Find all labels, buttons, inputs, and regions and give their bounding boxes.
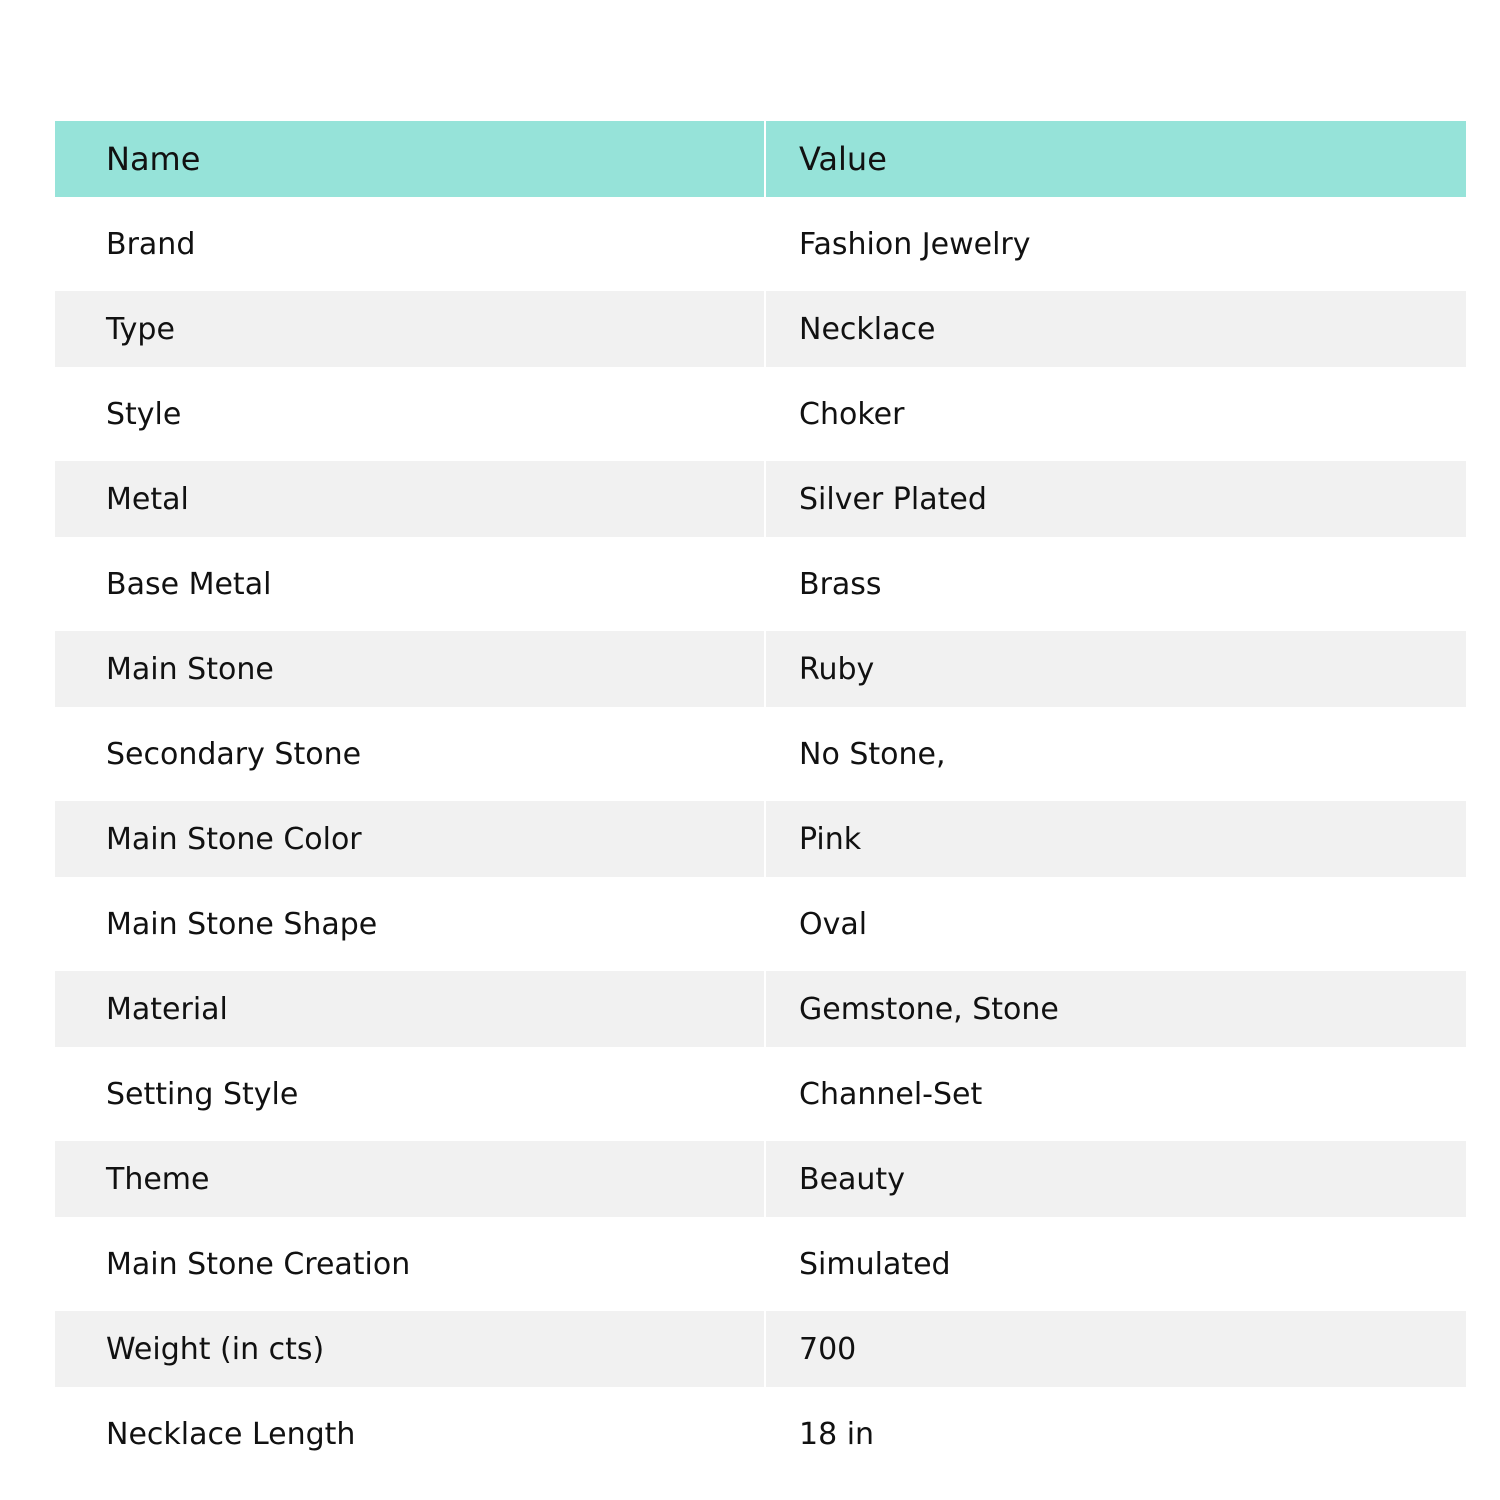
table-row [55,537,1466,631]
row-name: Metal [55,461,766,537]
table-row [55,291,1466,367]
row-name: Main Stone Creation [55,1217,766,1311]
row-name: Material [55,971,766,1047]
row-value: 700 [766,1311,1466,1387]
table-row [55,461,1466,537]
row-name: Weight (in cts) [55,1311,766,1387]
row-name: Necklace Length [55,1387,766,1481]
table-row [55,877,1466,971]
table-row [55,1217,1466,1311]
row-value: Channel-Set [766,1047,1466,1141]
table-row [55,1047,1466,1141]
row-value: Gemstone, Stone [766,971,1466,1047]
row-value: Simulated [766,1217,1466,1311]
table-row [55,367,1466,461]
row-name: Secondary Stone [55,707,766,801]
spec-table [55,121,1466,1481]
row-value: 18 in [766,1387,1466,1481]
table-row [55,197,1466,291]
table-row [55,801,1466,877]
row-value: No Stone, [766,707,1466,801]
table-header-row [55,121,1466,197]
row-name: Main Stone Shape [55,877,766,971]
table-row [55,1387,1466,1481]
row-value: Oval [766,877,1466,971]
row-name: Style [55,367,766,461]
table-row [55,971,1466,1047]
row-value: Necklace [766,291,1466,367]
row-name: Type [55,291,766,367]
table-row [55,1141,1466,1217]
row-name: Brand [55,197,766,291]
table-row [55,1311,1466,1387]
row-value: Brass [766,537,1466,631]
table-row [55,631,1466,707]
row-name: Main Stone [55,631,766,707]
row-value: Fashion Jewelry [766,197,1466,291]
header-value: Value [766,121,1466,197]
row-name: Theme [55,1141,766,1217]
header-name: Name [55,121,766,197]
row-value: Pink [766,801,1466,877]
table-row [55,707,1466,801]
row-value: Ruby [766,631,1466,707]
row-name: Main Stone Color [55,801,766,877]
row-name: Base Metal [55,537,766,631]
row-value: Beauty [766,1141,1466,1217]
row-name: Setting Style [55,1047,766,1141]
row-value: Silver Plated [766,461,1466,537]
row-value: Choker [766,367,1466,461]
